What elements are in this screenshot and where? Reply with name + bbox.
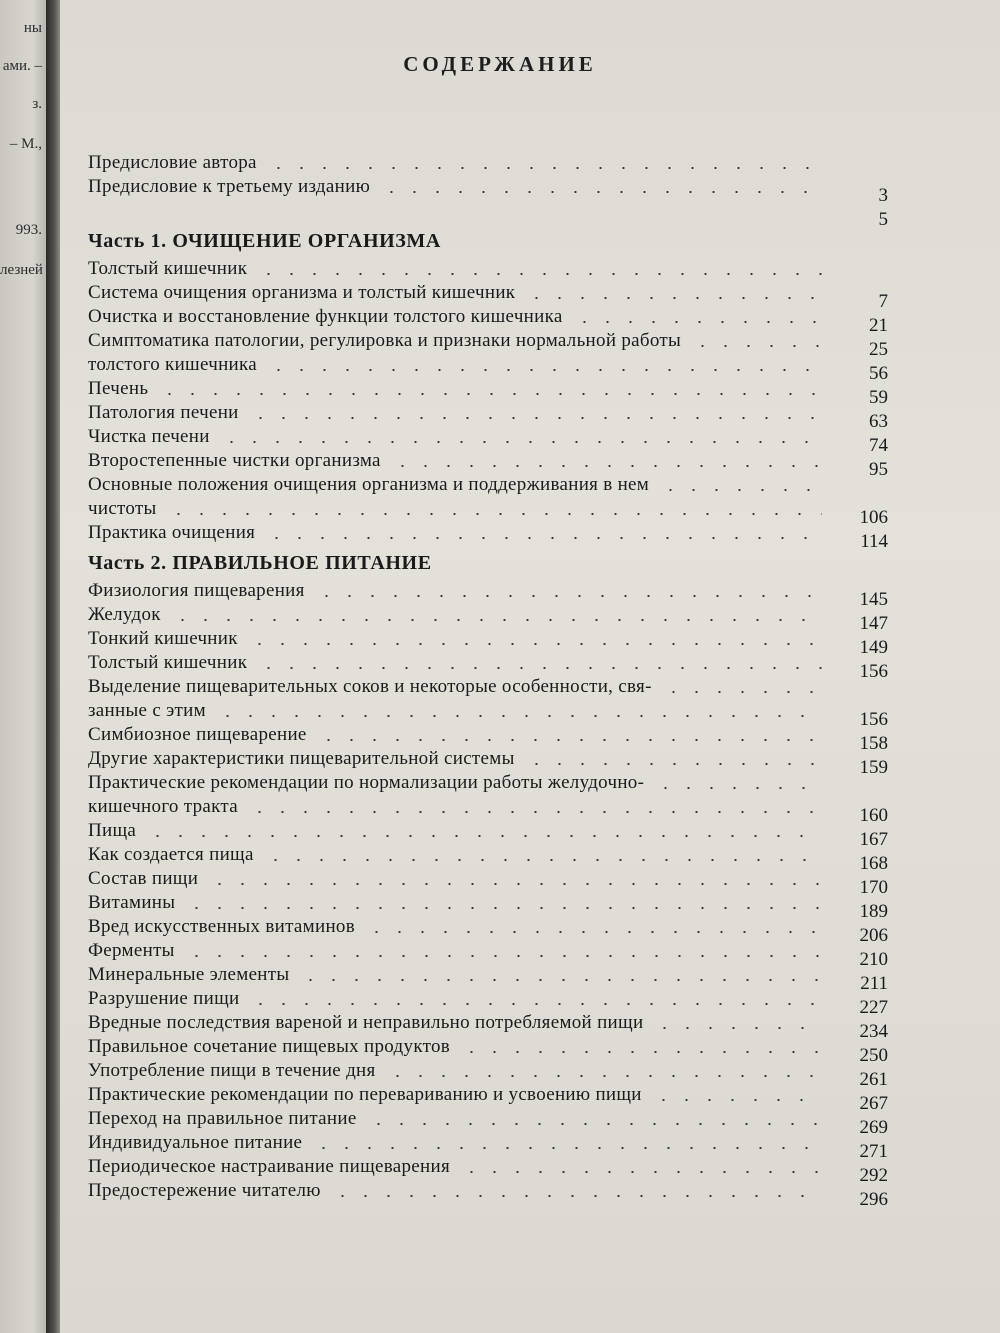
toc-entry-label: Физиология пищеварения	[88, 580, 305, 601]
toc-page-number: 74	[869, 435, 888, 456]
toc-page-number: 234	[859, 1021, 888, 1042]
dot-leader	[216, 715, 822, 717]
toc-entry-label: Желудок	[88, 604, 161, 625]
toc-page-number: 189	[859, 901, 888, 922]
toc-entry	[88, 474, 888, 498]
toc-entry-label: занные с этим	[88, 700, 206, 721]
toc-entry-label: Ферменты	[88, 940, 175, 961]
dot-leader	[460, 1171, 822, 1173]
toc-entry-label: Минеральные элементы	[88, 964, 290, 985]
toc-entry	[88, 796, 888, 826]
toc-entry	[88, 1156, 888, 1186]
toc-page-number: 59	[869, 387, 888, 408]
toc-page-number: 156	[859, 709, 888, 730]
toc-entry-label: Употребление пищи в течение дня	[88, 1060, 376, 1081]
toc-entry	[88, 988, 888, 1018]
toc-entry	[88, 1180, 888, 1210]
dot-leader	[573, 321, 822, 323]
left-page-fragment: лезней	[0, 262, 43, 278]
toc-page-number: 167	[859, 829, 888, 850]
toc-entry	[88, 200, 888, 230]
toc-entry	[88, 820, 888, 850]
left-page-fragment: 993.	[15, 222, 42, 238]
toc-entry-label: Витамины	[88, 892, 176, 913]
toc-page-number: 21	[869, 315, 888, 336]
toc-entry-label: толстого кишечника	[88, 354, 257, 375]
toc-entry	[88, 306, 888, 336]
dot-leader	[386, 1075, 822, 1077]
toc-entry-label: Другие характеристики пищеварительной системы	[88, 748, 515, 769]
toc-entry	[88, 282, 888, 312]
toc-page-number: 267	[859, 1093, 888, 1114]
toc-entry	[88, 1132, 888, 1162]
dot-leader	[317, 739, 822, 741]
toc-entry-label: Пища	[88, 820, 137, 841]
dot-leader	[460, 1051, 822, 1053]
toc-entry-label: Правильное сочетание пищевых продуктов	[88, 1036, 451, 1057]
toc-entry	[88, 522, 888, 552]
toc-entry	[88, 330, 888, 360]
toc-page-number: 296	[859, 1189, 888, 1210]
dot-leader	[185, 907, 822, 909]
left-page-fragment: з.	[32, 96, 42, 112]
toc-entry-label: Тонкий кишечник	[88, 628, 238, 649]
dot-leader	[659, 489, 822, 491]
toc-entry	[88, 152, 888, 176]
toc-entry	[88, 772, 888, 796]
toc-page-number: 159	[859, 757, 888, 778]
toc-page-number: 160	[859, 805, 888, 826]
dot-leader	[257, 667, 822, 669]
toc-entry	[88, 940, 888, 970]
toc-entry	[88, 258, 888, 282]
toc-entry-label: Индивидуальное питание	[88, 1132, 303, 1153]
toc-entry-label: Состав пищи	[88, 868, 199, 889]
toc-page-number: 206	[859, 925, 888, 946]
toc-entry-label: Переход на правильное питание	[88, 1108, 357, 1129]
toc-part-heading	[88, 224, 888, 258]
toc-entry-label: Практические рекомендации по нормализации работы желудочно-	[88, 772, 645, 793]
toc-page-number: 156	[859, 661, 888, 682]
toc-entry	[88, 700, 888, 730]
dot-leader	[367, 1123, 822, 1125]
toc-entry-label: Чистка печени	[88, 426, 210, 447]
toc-entry-label: Основные положения очищения организма и поддерживания в нем	[88, 474, 650, 495]
dot-leader	[248, 643, 822, 645]
toc-page-number: 56	[869, 363, 888, 384]
toc-entry	[88, 1012, 888, 1042]
toc-page-number: 106	[859, 507, 888, 528]
book-gutter	[46, 0, 60, 1333]
dot-leader	[167, 513, 822, 515]
toc-page-number: 271	[859, 1141, 888, 1162]
toc-entry	[88, 652, 888, 682]
toc-entry	[88, 176, 888, 206]
toc-page-number: 63	[869, 411, 888, 432]
toc-entry	[88, 844, 888, 874]
toc-entry	[88, 450, 888, 480]
toc-page-number: 95	[869, 459, 888, 480]
dot-leader	[380, 191, 822, 193]
toc-entry-label: Как создается пища	[88, 844, 254, 865]
toc-page-number: 5	[878, 209, 888, 230]
toc-entry-label: Часть 1. ОЧИЩЕНИЕ ОРГАНИЗМА	[88, 230, 441, 252]
toc-entry	[88, 426, 888, 456]
dot-leader	[331, 1195, 822, 1197]
toc-entry	[88, 676, 888, 700]
toc-page-number: 145	[859, 589, 888, 610]
toc-entry-label: Практические рекомендации по перевариванию и усвоению пищи	[88, 1084, 642, 1105]
toc-entry-label: Вред искусственных витаминов	[88, 916, 355, 937]
dot-leader	[267, 369, 822, 371]
toc-page-number: 114	[860, 531, 888, 552]
toc-entry	[88, 1108, 888, 1138]
toc-entry-label: Предисловие автора	[88, 152, 257, 173]
toc-entry	[88, 1036, 888, 1066]
dot-leader	[264, 859, 822, 861]
toc-page-number: 25	[869, 339, 888, 360]
toc-entry-label: Предостережение читателю	[88, 1180, 321, 1201]
toc-entry-label: Толстый кишечник	[88, 258, 248, 279]
toc-part-heading	[88, 546, 888, 580]
toc-page-number: 292	[859, 1165, 888, 1186]
toc-entry-label: Симбиозное пищеварение	[88, 724, 307, 745]
dot-leader	[653, 1027, 822, 1029]
dot-leader	[265, 537, 822, 539]
toc-entry-label: чистоты	[88, 498, 157, 519]
toc-page-number: 250	[859, 1045, 888, 1066]
toc-entry	[88, 748, 888, 778]
dot-leader	[220, 441, 822, 443]
toc-entry-label: Толстый кишечник	[88, 652, 248, 673]
toc-entry-label: Выделение пищеварительных соков и некоторые особенности, свя-	[88, 676, 652, 697]
toc-entry-label: кишечного тракта	[88, 796, 238, 817]
dot-leader	[248, 811, 822, 813]
toc-entry-label: Очистка и восстановление функции толстого кишечника	[88, 306, 563, 327]
toc-entry	[88, 628, 888, 658]
left-page-fragment: ами. –	[2, 58, 42, 74]
toc-page-number: 147	[859, 613, 888, 634]
toc-entry-label: Практика очищения	[88, 522, 256, 543]
toc-entry-label: Часть 2. ПРАВИЛЬНОЕ ПИТАНИЕ	[88, 552, 432, 574]
toc-page	[60, 0, 1000, 1333]
toc-entry	[88, 378, 888, 408]
toc-entry	[88, 402, 888, 432]
dot-leader	[158, 393, 822, 395]
dot-leader	[208, 883, 822, 885]
toc-page-number: 210	[859, 949, 888, 970]
toc-entry	[88, 868, 888, 898]
dot-leader	[146, 835, 822, 837]
toc-page-number: 168	[859, 853, 888, 874]
dot-leader	[365, 931, 822, 933]
dot-leader	[267, 167, 822, 169]
toc-list	[88, 152, 888, 1210]
dot-leader	[654, 787, 822, 789]
toc-entry	[88, 892, 888, 922]
toc-page-number: 7	[878, 291, 888, 312]
dot-leader	[312, 1147, 822, 1149]
toc-entry	[88, 354, 888, 384]
toc-page-number: 261	[859, 1069, 888, 1090]
toc-entry	[88, 964, 888, 994]
dot-leader	[662, 691, 822, 693]
toc-entry	[88, 916, 888, 946]
left-page-fragment: ны	[23, 20, 42, 36]
toc-entry-label: Симптоматика патологии, регулировка и признаки нормальной работы	[88, 330, 682, 351]
toc-entry-label: Вредные последствия вареной и неправильно потребляемой пищи	[88, 1012, 644, 1033]
toc-page-number: 3	[878, 185, 888, 206]
dot-leader	[249, 417, 822, 419]
toc-page-number: 149	[859, 637, 888, 658]
toc-entry-label: Предисловие к третьему изданию	[88, 176, 371, 197]
dot-leader	[691, 345, 822, 347]
dot-leader	[185, 955, 822, 957]
dot-leader	[315, 595, 822, 597]
toc-entry	[88, 1060, 888, 1090]
toc-entry	[88, 498, 888, 528]
toc-entry-label: Система очищения организма и толстый кишечник	[88, 282, 516, 303]
toc-entry	[88, 604, 888, 634]
toc-entry-label: Разрушение пищи	[88, 988, 240, 1009]
left-page-fragment: – М.,	[9, 136, 42, 152]
toc-entry	[88, 1084, 888, 1114]
page-title: СОДЕРЖАНИЕ	[403, 52, 597, 76]
toc-entry-label: Печень	[88, 378, 149, 399]
dot-leader	[525, 297, 822, 299]
dot-leader	[257, 273, 822, 275]
toc-entry-label: Патология печени	[88, 402, 239, 423]
toc-entry-label: Периодическое настраивание пищеварения	[88, 1156, 450, 1177]
left-page-edge	[0, 0, 46, 1333]
dot-leader	[299, 979, 822, 981]
dot-leader	[171, 619, 822, 621]
toc-entry	[88, 724, 888, 754]
toc-entry-label: Второстепенные чистки организма	[88, 450, 381, 471]
dot-leader	[391, 465, 822, 467]
toc-page-number: 227	[859, 997, 888, 1018]
dot-leader	[249, 1003, 822, 1005]
dot-leader	[652, 1099, 822, 1101]
dot-leader	[525, 763, 822, 765]
toc-page-number: 170	[859, 877, 888, 898]
toc-page-number: 211	[860, 973, 888, 994]
toc-page-number: 158	[859, 733, 888, 754]
toc-page-number: 269	[859, 1117, 888, 1138]
toc-entry	[88, 580, 888, 610]
